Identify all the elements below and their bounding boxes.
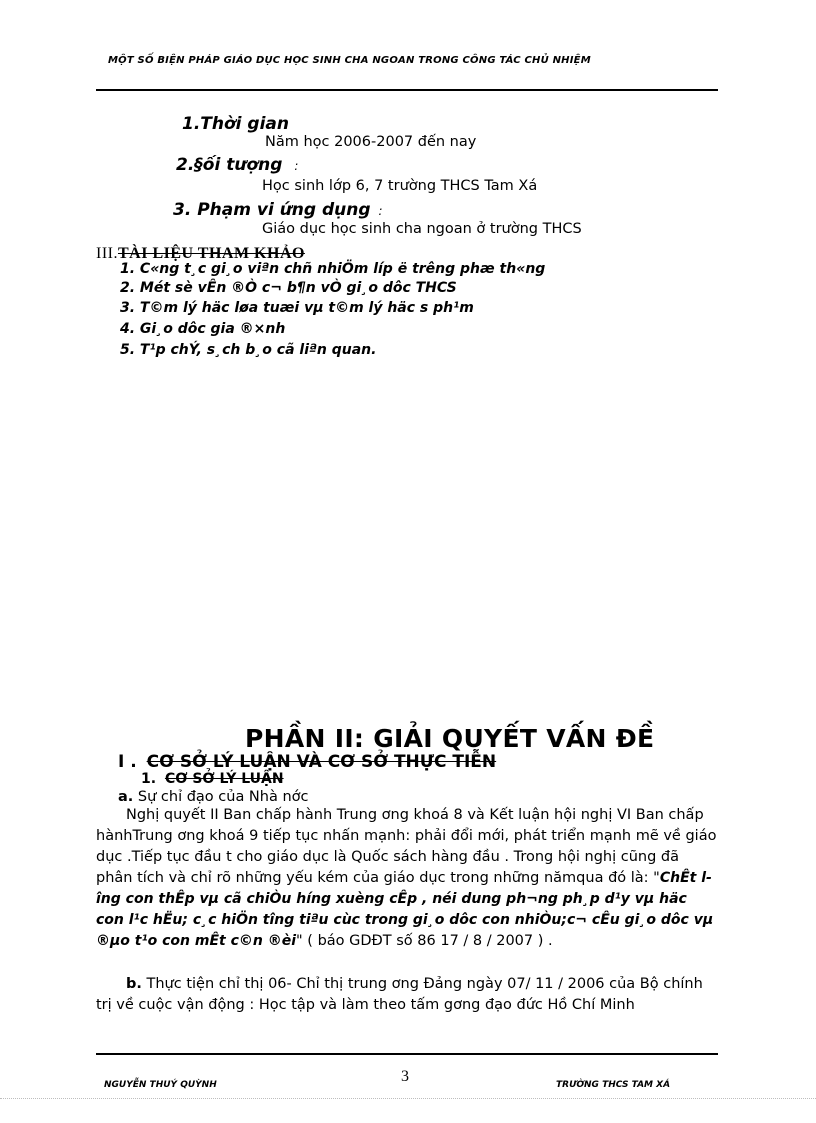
- footer-author: NGUYỄN THUÝ QUỲNH: [104, 1080, 217, 1090]
- footer-rule: [96, 1053, 718, 1055]
- subsection-title: CƠ SỞ LÝ LUẬN: [164, 771, 284, 787]
- paragraph-1-text: Nghị quyết II Ban chấp hành Trung ơng khoá 8 và Kết luận hội nghị VI Ban chấp hànhTrung ơng khoá 9 tiếp tục nhấn mạnh: phải đổi mới, phát triển mạnh mẽ về giáo dục .Tiếp tục đầu t cho giáo dục là Quốc sách hàng đầu . Trong hội nghị cũng đã phân tích và chỉ rõ những yếu kém của giáo dục trong những nămqua đó là: ": [96, 807, 717, 886]
- point-b-letter: b.: [126, 976, 142, 992]
- point-a-title: Sự chỉ đạo của Nhà nớc: [137, 789, 309, 805]
- reference-item-1: 1. C«ng t¸c gi¸o viªn chñ nhiÖm líp ë trêng phæ th«ng: [120, 261, 546, 277]
- subsection-heading: [141, 771, 284, 787]
- paragraph-2-text: Thực tiện chỉ thị 06- Chỉ thị trung ơng Đảng ngày 07/ 11 / 2006 của Bộ chính trị về cuộc vận động : Học tập và làm theo tấm gơng đạo đức Hồ Chí Minh: [96, 976, 703, 1013]
- range-colon: :: [378, 204, 383, 218]
- running-header: MỘT SỐ BIỆN PHÁP GIÁO DỤC HỌC SINH CHA NGOAN TRONG CÔNG TÁC CHỦ NHIỆM: [108, 55, 591, 66]
- paragraph-1-citation: " ( báo GDĐT số 86 17 / 8 / 2007 ) .: [296, 933, 553, 949]
- section-heading: [118, 752, 496, 772]
- point-a-letter: a.: [118, 789, 134, 805]
- reference-item-4: 4. Gi¸o dôc gia ®×nh: [120, 321, 286, 337]
- time-label: 1.Thời gian: [182, 114, 289, 134]
- subject-colon: :: [294, 159, 299, 173]
- references-title: TÀI LIỆU THAM KHẢO: [117, 245, 305, 262]
- section-title: CƠ SỞ LÝ LUẬN VÀ CƠ SỞ THỰC TIỄN: [146, 752, 497, 772]
- section-numeral: I .: [118, 752, 137, 772]
- paragraph-2: [96, 974, 718, 1016]
- time-value: Năm học 2006-2007 đến nay: [265, 134, 477, 150]
- paragraph-1-quote: ChÊt lîng con thÊp vµ cã chiÒu híng xuèng cÊp , néi dung ph¬ng ph¸p d¹y vµ häc con l¹c hËu; c¸c hiÖn tîng tiªu cùc trong gi¸o dôc con nhiÒu;c¬ cÊu gi¸o dôc vµ ®µo t¹o con mÊt c©n ®èi: [96, 870, 714, 949]
- subject-value: Học sinh lớp 6, 7 trường THCS Tam Xá: [262, 178, 538, 194]
- header-rule: [96, 89, 718, 91]
- page-number: 3: [401, 1068, 409, 1085]
- point-a-heading: [118, 789, 309, 805]
- footer-school: TRƯỜNG THCS TAM XÁ: [556, 1080, 671, 1090]
- range-label-text: 3. Phạm vi ứng dụng: [173, 200, 371, 220]
- range-label: [173, 200, 383, 220]
- reference-item-5: 5. T¹p chÝ, s¸ch b¸o cã liªn quan.: [120, 342, 377, 358]
- reference-item-3: 3. T©m lý häc løa tuæi vµ t©m lý häc s ph¹m: [120, 300, 474, 316]
- subject-label: [176, 155, 298, 175]
- part-title: PHẦN II: GIẢI QUYẾT VẤN ĐỀ: [245, 724, 655, 753]
- page-bottom-dotted-line: [0, 1098, 816, 1099]
- subject-label-text: 2.§ối tượng: [176, 155, 283, 175]
- paragraph-1: [96, 805, 718, 952]
- references-numeral: III.: [96, 245, 118, 262]
- subsection-numeral: 1.: [141, 771, 157, 787]
- reference-item-2: 2. Mét sè vÊn ®Ò c¬ b¶n vÒ gi¸o dôc THCS: [120, 280, 457, 296]
- range-value: Giáo dục học sinh cha ngoan ở trường THCS: [262, 221, 582, 237]
